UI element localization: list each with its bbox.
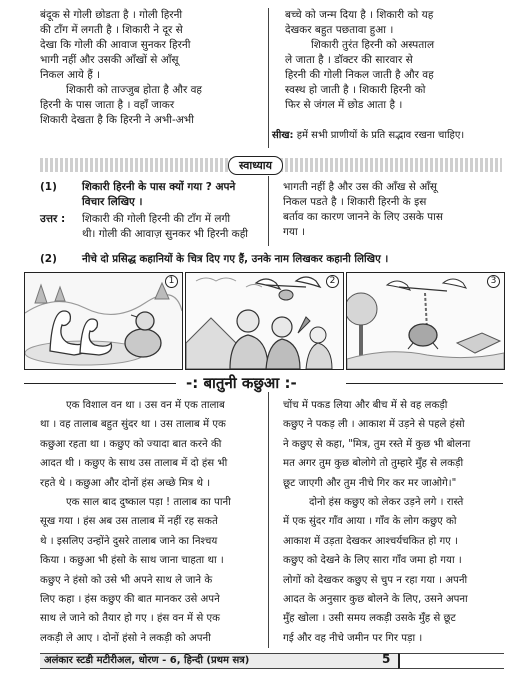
story-right-column xyxy=(283,396,503,648)
text-line: थे । इसलिए उन्होंने दुसरे तालाब जाने का निश्चय xyxy=(40,535,218,547)
title-rule-right xyxy=(346,383,503,384)
text-line: शिकारी देखता है कि हिरनी ने अभी-अभी xyxy=(40,114,194,126)
answer-1 xyxy=(82,212,254,242)
text-line: था । वह तालाब बहुत सुंदर था । उस तालाब में एक xyxy=(40,419,226,431)
question-number: (2) xyxy=(40,253,57,265)
text-line: कछुआ रहता था । कछुए को ज्यादा बात करने की xyxy=(40,438,222,450)
text-line: गया । xyxy=(283,226,306,238)
footer-source: अलंकार स्टडी मटीरीअल, धोरण - 6, हिन्दी (प्रथम सत्र) xyxy=(40,653,400,669)
text-line: की टाँग में लगती है । शिकारी ने दूर से xyxy=(40,24,183,36)
text-line: फिर से जंगल में छोड आता है । xyxy=(285,99,403,111)
question-1 xyxy=(82,180,254,210)
moral-text: हमें सभी प्राणीयों के प्रति सद्भाव रखना चाहिए। xyxy=(296,130,465,141)
answer-label: उत्तर : xyxy=(40,213,66,225)
text-line: किया । कछुआ भी हंसो के साथ जाना चाहता था । xyxy=(40,555,224,567)
text-line: आकाश में उड़ता देखकर आश्चर्यचकित हो गए । xyxy=(283,535,458,547)
text-line: चोंच में पकड लिया और बीच में से वह लकड़ी xyxy=(283,400,448,411)
text-line: ले जाता है । डॉक्टर की सारवार से xyxy=(285,54,413,66)
story-title: -: बातुनी कछुआ :- xyxy=(186,374,297,392)
text-line: लोगों को देखकर कछुए से चुप न रहा गया । अपनी xyxy=(283,574,468,586)
text-line: शिकारी हिरनी के पास क्यों गया ? अपने xyxy=(82,181,236,193)
moral xyxy=(272,128,504,143)
title-rule-left xyxy=(24,383,176,384)
text-line: आदत थी । कछुए के साथ उस तालाब में दो हंस भी xyxy=(40,458,228,470)
tortoise-falling-illustration xyxy=(347,273,504,369)
text-line: आदत के अनुसार कुछ बोलने के लिए, उसने अपना xyxy=(283,594,468,606)
page-number: 5 xyxy=(382,652,391,666)
text-line: शिकारी को ताज्जुब होता है और वह xyxy=(66,84,202,96)
text-line: निकल पडते है । शिकारी हिरनी के इस xyxy=(283,196,427,208)
section-badge: स्वाध्याय xyxy=(228,156,283,175)
panel-number: 1 xyxy=(165,275,178,288)
text-line: भागी नहीं और उसकी आँखों से आँसू xyxy=(40,54,179,66)
text-line: रहते थे । कछुआ और दोनों हंस अच्छे मित्र थे । xyxy=(40,477,211,489)
text-line: हिरनी की गोली निकल जाती है और वह xyxy=(285,69,434,81)
text-line: देखकर बहुत पछतावा हुआ । xyxy=(285,24,394,36)
text-line: गई और वह नीचे जमीन पर गिर पड़ा । xyxy=(283,632,423,644)
text-line: थी। गोली की आवाज़ सुनकर भी हिरनी कही xyxy=(82,228,248,240)
column-divider xyxy=(268,8,269,148)
text-line: एक विशाल वन था । उस वन में एक तालाब xyxy=(66,400,225,411)
panel-number: 2 xyxy=(326,275,339,288)
panel-number: 3 xyxy=(487,275,500,288)
text-line: में एक सुंदर गाँव आया । गाँव के लोग कछुए को xyxy=(283,516,457,528)
text-line: लकड़ी ले आए । दोनों हंसो ने लकड़ी को अपनी xyxy=(40,632,211,644)
answer-1-continued xyxy=(283,180,503,240)
text-line: हिरनी के पास जाता है । वहाँ जाकर xyxy=(40,99,175,111)
top-left-column xyxy=(40,8,254,128)
text-line: ने कछुए से कहा, "मित्र, तुम रस्ते में कुछ भी बोलना xyxy=(283,438,471,450)
text-line: विचार लिखिए । xyxy=(82,196,143,208)
question-2: नीचे दो प्रसिद्ध कहानियों के चित्र दिए गए हैं, उनके नाम लिखकर कहानी लिखिए । xyxy=(82,253,389,265)
swans-and-tortoise-illustration xyxy=(25,273,182,369)
text-line: कछुए को देखने के लिए सारा गाँव जमा हो गया । xyxy=(283,555,462,567)
text-line: मुँह खोला । उसी समय लकड़ी उसके मुँह से छूट xyxy=(283,613,456,625)
text-line: बर्ताव का कारण जानने के लिए उसके पास xyxy=(283,211,443,223)
text-line: स्वस्थ हो जाती है । शिकारी हिरनी को xyxy=(285,84,426,96)
footer-box xyxy=(398,653,504,669)
illustration-panel-fall xyxy=(346,272,505,370)
text-line: निकल आये हैं । xyxy=(40,69,101,81)
text-line: देखा कि गोली की आवाज सुनकर हिरनी xyxy=(40,39,191,51)
text-line: शिकारी तुरंत हिरनी को अस्पताल xyxy=(311,39,435,51)
text-line: कछुए ने पकड़ ली । आकाश में उड़ने से पहले हंसो xyxy=(283,419,465,431)
column-divider xyxy=(268,176,269,246)
text-line: छूट जाएगी और तुम नीचे गिर कर मर जाओगे।" xyxy=(283,477,457,489)
text-line: सूख गया । हंस अब उस तालाब में नहीं रह सकते xyxy=(40,516,218,528)
moral-label: सीख: xyxy=(272,130,294,141)
text-line: मत अगर तुम कुछ बोलोगे तो तुम्हारे मुँह से लकड़ी xyxy=(283,458,464,470)
text-line: दोनो हंस कछुए को लेकर उड़ने लगे । रास्ते xyxy=(309,497,464,509)
story-left-column xyxy=(40,396,254,648)
text-line: लिए कहा । हंस कछुए की बात मानकर उसे अपने xyxy=(40,594,220,606)
text-line: भागती नहीं है और उस की आँख से आँसू xyxy=(283,181,438,193)
text-line: साथ ले जाने को तैयार हो गए । हंस वन में से एक xyxy=(40,613,220,625)
column-divider xyxy=(268,392,269,648)
text-line: बंदूक से गोली छोडता है । गोली हिरनी xyxy=(40,9,183,21)
text-line: एक साल बाद दुष्काल पड़ा ! तालाब का पानी xyxy=(66,497,231,509)
text-line: शिकारी की गोली हिरनी की टाँग में लगी xyxy=(82,213,231,225)
question-number: (1) xyxy=(40,181,57,193)
villagers-watching-illustration xyxy=(186,273,343,369)
text-line: कछुए ने हंसो को उसे भी अपने साथ ले जाने के xyxy=(40,574,213,586)
top-right-column xyxy=(285,8,503,113)
illustration-panel-villagers xyxy=(185,272,344,370)
text-line: बच्चे को जन्म दिया है । शिकारी को यह xyxy=(285,9,434,21)
illustration-panel-swans-tortoise xyxy=(24,272,183,370)
